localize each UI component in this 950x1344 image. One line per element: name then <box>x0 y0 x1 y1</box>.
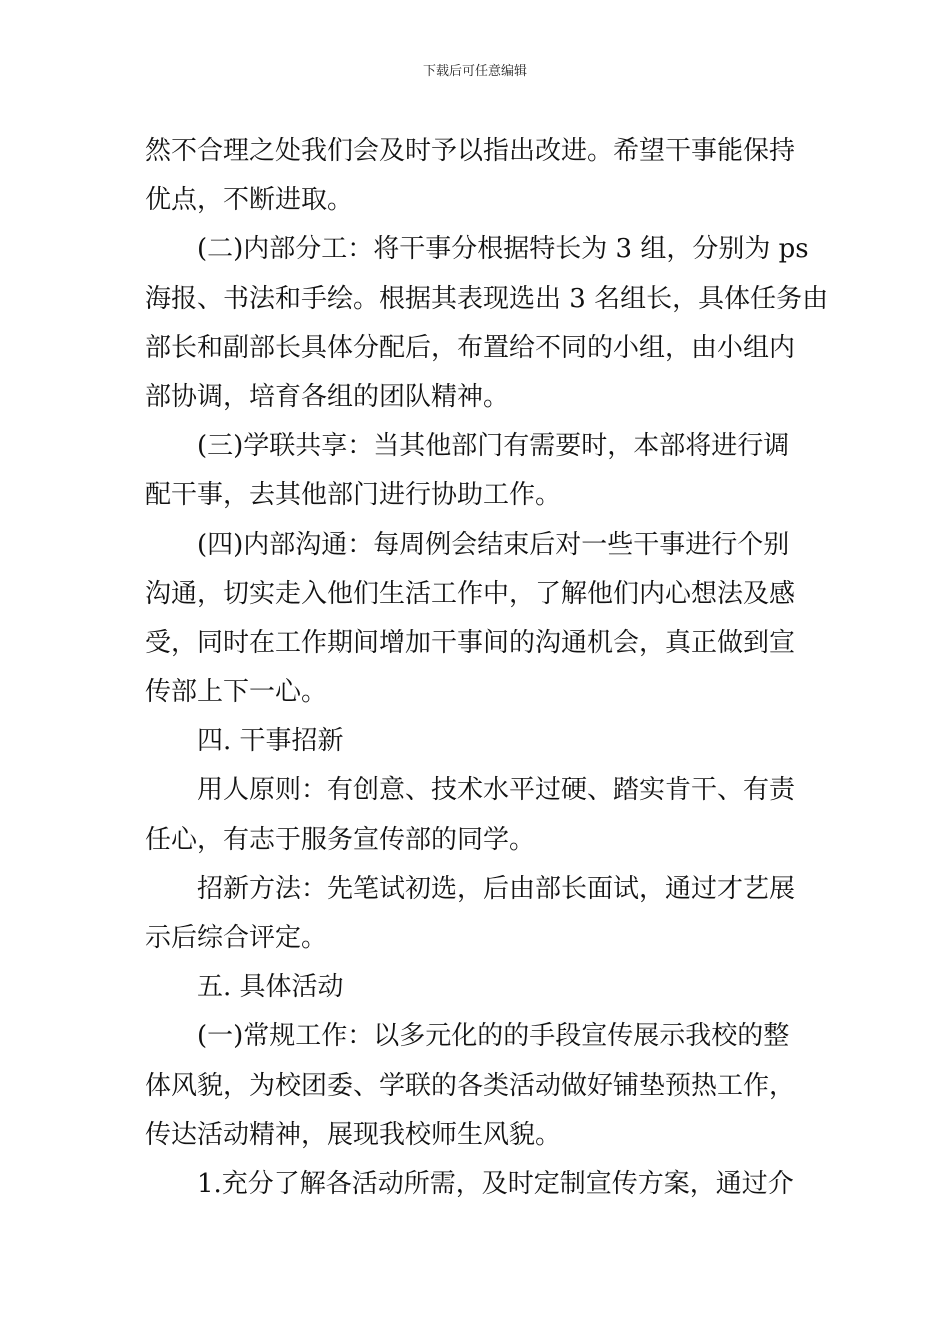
text-line: 海报、书法和手绘。根据其表现选出 3 名组长，具体任务由 <box>145 283 829 314</box>
text-line: 招新方法：先笔试初选，后由部长面试，通过才艺展 <box>197 873 796 904</box>
text-line: 用人原则：有创意、技术水平过硬、踏实肯干、有责 <box>197 775 796 806</box>
text-line: 任心，有志于服务宣传部的同学。 <box>145 824 536 855</box>
text-line: 配干事，去其他部门进行协助工作。 <box>145 480 562 511</box>
text-line: 示后综合评定。 <box>145 923 328 953</box>
text-line: 体风貌，为校团委、学联的各类活动做好铺垫预热工作， <box>145 1070 796 1101</box>
text-line: (一)常规工作：以多元化的的手段宣传展示我校的整 <box>197 1021 790 1052</box>
text-line: 四. 干事招新 <box>197 726 344 757</box>
text-line: 传部上下一心。 <box>145 677 328 708</box>
text-line: 优点，不断进取。 <box>145 185 354 216</box>
text-line: 部协调，培育各组的团队精神。 <box>145 381 510 412</box>
page-header: 下载后可任意编辑 <box>422 64 527 79</box>
document-body <box>145 127 829 1209</box>
text-line: (二)内部分工：将干事分根据特长为 3 组，分别为 ps <box>197 234 809 265</box>
text-line: 沟通，切实走入他们生活工作中，了解他们内心想法及感 <box>145 578 796 609</box>
text-line: (四)内部沟通：每周例会结束后对一些干事进行个别 <box>197 529 790 560</box>
text-line: 部长和副部长具体分配后，布置给不同的小组，由小组内 <box>145 332 796 363</box>
text-line: 五. 具体活动 <box>197 972 344 1003</box>
text-line: 然不合理之处我们会及时予以指出改进。希望干事能保持 <box>145 136 796 166</box>
text-line: 受，同时在工作期间增加干事间的沟通机会，真正做到宣 <box>145 627 796 658</box>
text-line: 传达活动精神，展现我校师生风貌。 <box>145 1119 562 1150</box>
text-line: 1.充分了解各活动所需，及时定制宣传方案，通过介 <box>197 1168 794 1199</box>
text-line: (三)学联共享：当其他部门有需要时，本部将进行调 <box>197 431 790 462</box>
